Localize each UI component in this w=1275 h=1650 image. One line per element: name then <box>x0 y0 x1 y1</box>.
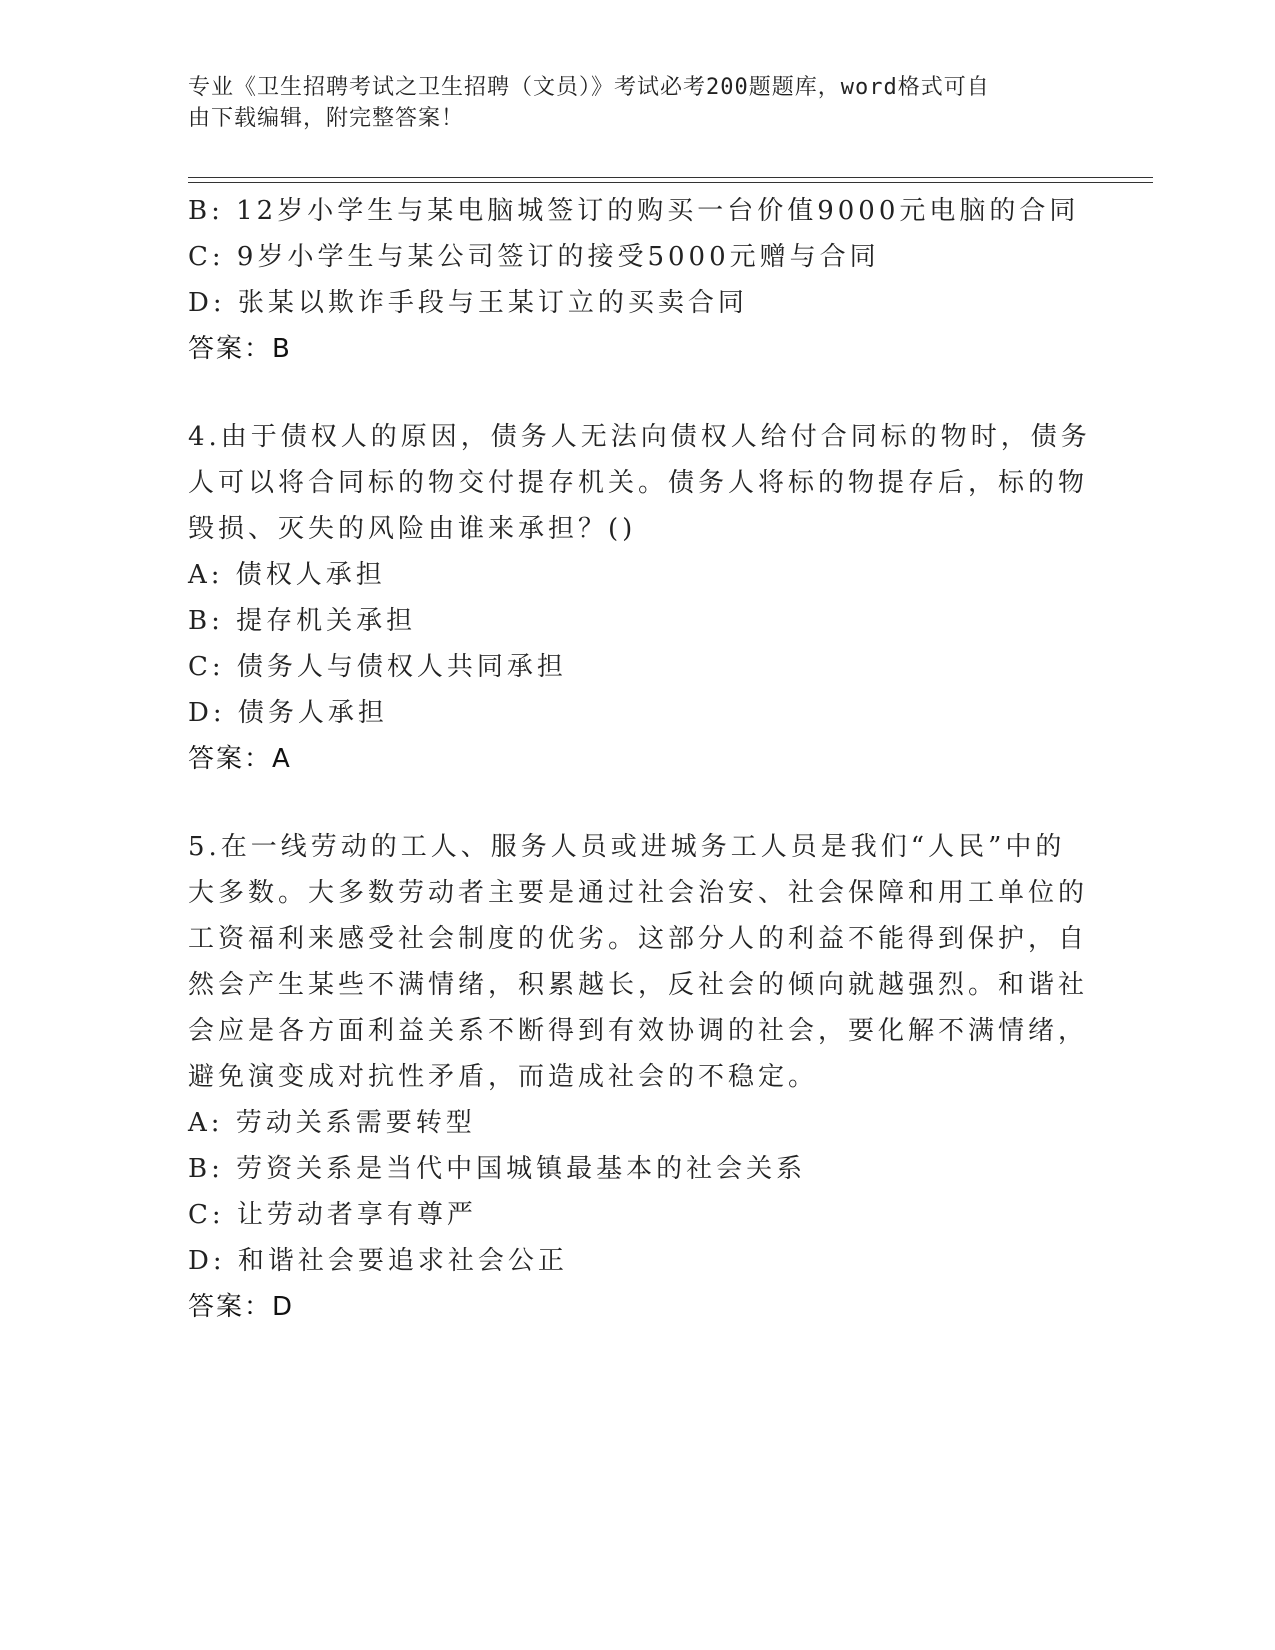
document-body <box>188 188 1091 1330</box>
option-b: B: 12岁小学生与某电脑城签订的购买一台价值9000元电脑的合同 <box>188 196 1080 226</box>
question-text-line: 人可以将合同标的物交付提存机关。债务人将标的物提存后，标的物 <box>188 468 1089 498</box>
header-divider-bottom <box>188 182 1153 183</box>
answer: 答案：A <box>188 744 292 774</box>
header-divider-top <box>188 177 1153 178</box>
option-d: D: 债务人承担 <box>188 698 388 728</box>
option-a: A: 债权人承担 <box>188 560 386 590</box>
header-line-1: 专业《卫生招聘考试之卫生招聘（文员）》考试必考200题题库，word格式可自 <box>188 75 990 100</box>
option-c: C: 债务人与债权人共同承担 <box>188 652 567 682</box>
option-a: A: 劳动关系需要转型 <box>188 1108 476 1138</box>
question-text-line: 4.由于债权人的原因，债务人无法向债权人给付合同标的物时，债务 <box>188 422 1091 452</box>
question-text-line: 毁损、灭失的风险由谁来承担？() <box>188 514 637 544</box>
question-5 <box>188 824 1089 1330</box>
question-3 <box>188 188 1080 372</box>
spacer <box>188 782 1068 824</box>
question-text-line: 然会产生某些不满情绪，积累越长，反社会的倾向就越强烈。和谐社 <box>188 970 1089 1000</box>
option-d: D: 张某以欺诈手段与王某订立的买卖合同 <box>188 288 748 318</box>
question-text-line: 大多数。大多数劳动者主要是通过社会治安、社会保障和用工单位的 <box>188 878 1089 908</box>
option-c: C: 让劳动者享有尊严 <box>188 1200 477 1230</box>
question-text-line: 会应是各方面利益关系不断得到有效协调的社会，要化解不满情绪， <box>188 1016 1089 1046</box>
spacer <box>188 372 1068 414</box>
option-b: B: 提存机关承担 <box>188 606 417 636</box>
document-header <box>188 72 1068 134</box>
option-d: D: 和谐社会要追求社会公正 <box>188 1246 568 1276</box>
option-b: B: 劳资关系是当代中国城镇最基本的社会关系 <box>188 1154 807 1184</box>
question-text-line: 避免演变成对抗性矛盾，而造成社会的不稳定。 <box>188 1062 819 1092</box>
option-c: C: 9岁小学生与某公司签订的接受5000元赠与合同 <box>188 242 880 272</box>
header-line-2: 由下载编辑，附完整答案！ <box>188 106 465 131</box>
question-4 <box>188 414 1091 782</box>
answer: 答案：B <box>188 334 292 364</box>
answer: 答案：D <box>188 1292 295 1322</box>
question-text-line: 5.在一线劳动的工人、服务人员或进城务工人员是我们“人民”中的 <box>188 832 1066 862</box>
question-text-line: 工资福利来感受社会制度的优劣。这部分人的利益不能得到保护，自 <box>188 924 1089 954</box>
